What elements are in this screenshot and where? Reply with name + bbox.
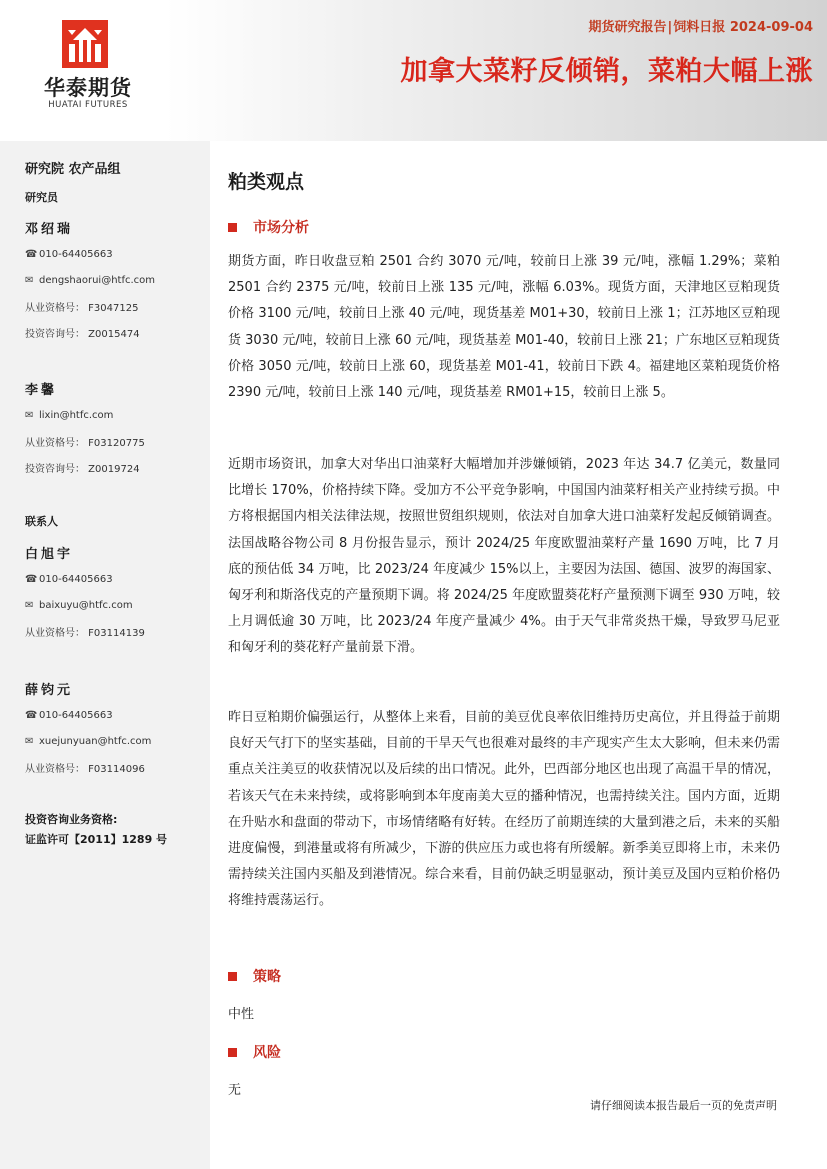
bullet-square-icon [228,972,237,981]
risk-text: 无 [228,1083,242,1098]
analysis-paragraph: 近期市场资讯，加拿大对华出口油菜籽大幅增加并涉嫌倾销，2023 年达 34.7 亿美元，数量同比增长 170%，价格持续下降。受加方不公平竞争影响，中国国内油菜籽相关产业持续亏损。中方将根据国内相关法律法规，按照世贸组织规则，依法对自加拿大进口油菜籽发起反倾销调查。法国战略谷物公司 8 月份报告显示，预计 2024/25 年度欧盟油菜籽产量 1690 万吨，比 7 月底的预估低 34 万吨，比 2023/24 年度减少 15%以上，主要因为法国、德国、波罗的海国家、匈牙利和斯洛伐克的产量预期下调。将 2024/25 年度欧盟葵花籽产量预测下调至 930 万吨，较上月调低逾 30 万吨，比 2023/24 年度产量减少 4%。由于天气非常炎热干燥，导致罗马尼亚和匈牙利的葵花籽产量前景下滑。 [228,457,780,656]
envelope-icon: ✉ [25,409,34,421]
researcher-qualification: 从业资格号： F03120775 [25,437,145,449]
researcher-name: 邓绍瑞 [25,222,74,237]
logo-name-en: HUATAI FUTURES [48,100,128,110]
contact-label-block [25,513,205,529]
contact-qualification: 从业资格号： F03114139 [25,627,145,639]
report-meta [589,16,813,35]
envelope-icon: ✉ [25,599,34,611]
analysis-paragraph: 期货方面，昨日收盘豆粕 2501 合约 3070 元/吨，较前日上涨 39 元/吨，涨幅 1.29%；菜粕 2501 合约 2375 元/吨，较前日上涨 135 元/吨，涨幅 6.03%。现货方面，天津地区豆粕现货价格 3100 元/吨，较前日上涨 40 元/吨，现货基差 M01+30，较前日上涨 1；江苏地区豆粕现货 3030 元/吨，较前日上涨 60 元/吨，现货基差 M01-40，较前日上涨 21；广东地区豆粕现货价格 3050 元/吨，较前日上涨 60，现货基差 M01-41，较前日下跌 4。福建地区菜粕现货价格 2390 元/吨，较前日上涨 140 元/吨，现货基差 RM01+15，较前日上涨 5。 [228,254,780,401]
researcher-qualification: 从业资格号： F3047125 [25,302,139,314]
researcher-name: 李馨 [25,383,58,398]
phone-icon: ☎ [25,709,38,721]
section-title: 粕类观点 [228,171,305,193]
phone-icon: ☎ [25,248,38,260]
contact-card [25,543,205,644]
strategy-text: 中性 [228,1007,255,1022]
contact-email[interactable]: ✉ xuejunyuan@htfc.com [25,735,152,747]
researcher-label-block [25,189,205,205]
contact-name: 白旭宇 [25,547,74,562]
risk-heading: 风险 [228,1042,281,1062]
contact-card [25,679,205,780]
report-header [0,0,827,141]
contact-phone: ☎ 010-64405663 [25,709,113,721]
strategy-heading: 策略 [228,966,281,986]
researcher-consult-number: 投资咨询号： Z0019724 [25,463,140,475]
contact-phone: ☎ 010-64405663 [25,573,113,585]
researcher-card [25,379,205,480]
meta-separator: | [667,20,673,35]
contact-name: 薛钧元 [25,683,74,698]
huatai-logo-icon [62,20,108,68]
researcher-label: 研究员 [25,191,58,204]
license-block [25,810,205,850]
logo-name-cn: 华泰期货 [44,76,132,100]
researcher-consult-number: 投资咨询号： Z0015474 [25,328,140,340]
bullet-square-icon [228,1048,237,1057]
department-block [25,158,205,177]
researcher-email[interactable]: ✉ lixin@htfc.com [25,409,114,421]
contact-qualification: 从业资格号： F03114096 [25,763,145,775]
license-number: 证监许可【2011】1289 号 [25,833,168,846]
envelope-icon: ✉ [25,735,34,747]
researcher-phone: ☎ 010-64405663 [25,248,113,260]
analysis-paragraph: 昨日豆粕期价偏强运行，从整体上来看，目前的美豆优良率依旧维持历史高位，并且得益于前期良好天气打下的坚实基础，目前的干旱天气也很难对最终的丰产现实产生太大影响，但未来仍需重点关注美豆的收获情况以及后续的出口情况。此外，巴西部分地区也出现了高温干旱的情况，若该天气在未来持续，或将影响到本年度南美大豆的播种情况，也需持续关注。国内方面，近期在升贴水和盘面的带动下，市场情绪略有好转。在经历了前期连续的大量到港之后，未来的买船进度偏慢，到港量或将有所减少，下游的供应压力或也将有所缓解。新季美豆即将上市，未来仍需持续关注国内买船及到港情况。综合来看，目前仍缺乏明显驱动，预计美豆及国内豆粕价格仍将维持震荡运行。 [228,710,780,909]
department-name: 研究院 农产品组 [25,162,121,177]
envelope-icon: ✉ [25,274,34,286]
researcher-card [25,218,205,345]
disclaimer-note: 请仔细阅读本报告最后一页的免责声明 [590,1099,777,1112]
contact-email[interactable]: ✉ baixuyu@htfc.com [25,599,133,611]
market-analysis-heading: 市场分析 [228,217,309,237]
license-title: 投资咨询业务资格: [25,813,118,826]
report-category: 饲料日报 [673,20,726,35]
report-type: 期货研究报告 [588,20,667,35]
contact-label: 联系人 [25,515,58,528]
report-title: 加拿大菜籽反倾销，菜粕大幅上涨 [400,56,813,87]
researcher-email[interactable]: ✉ dengshaorui@htfc.com [25,274,156,286]
bullet-square-icon [228,223,237,232]
phone-icon: ☎ [25,573,38,585]
report-date: 2024-09-04 [729,20,813,35]
